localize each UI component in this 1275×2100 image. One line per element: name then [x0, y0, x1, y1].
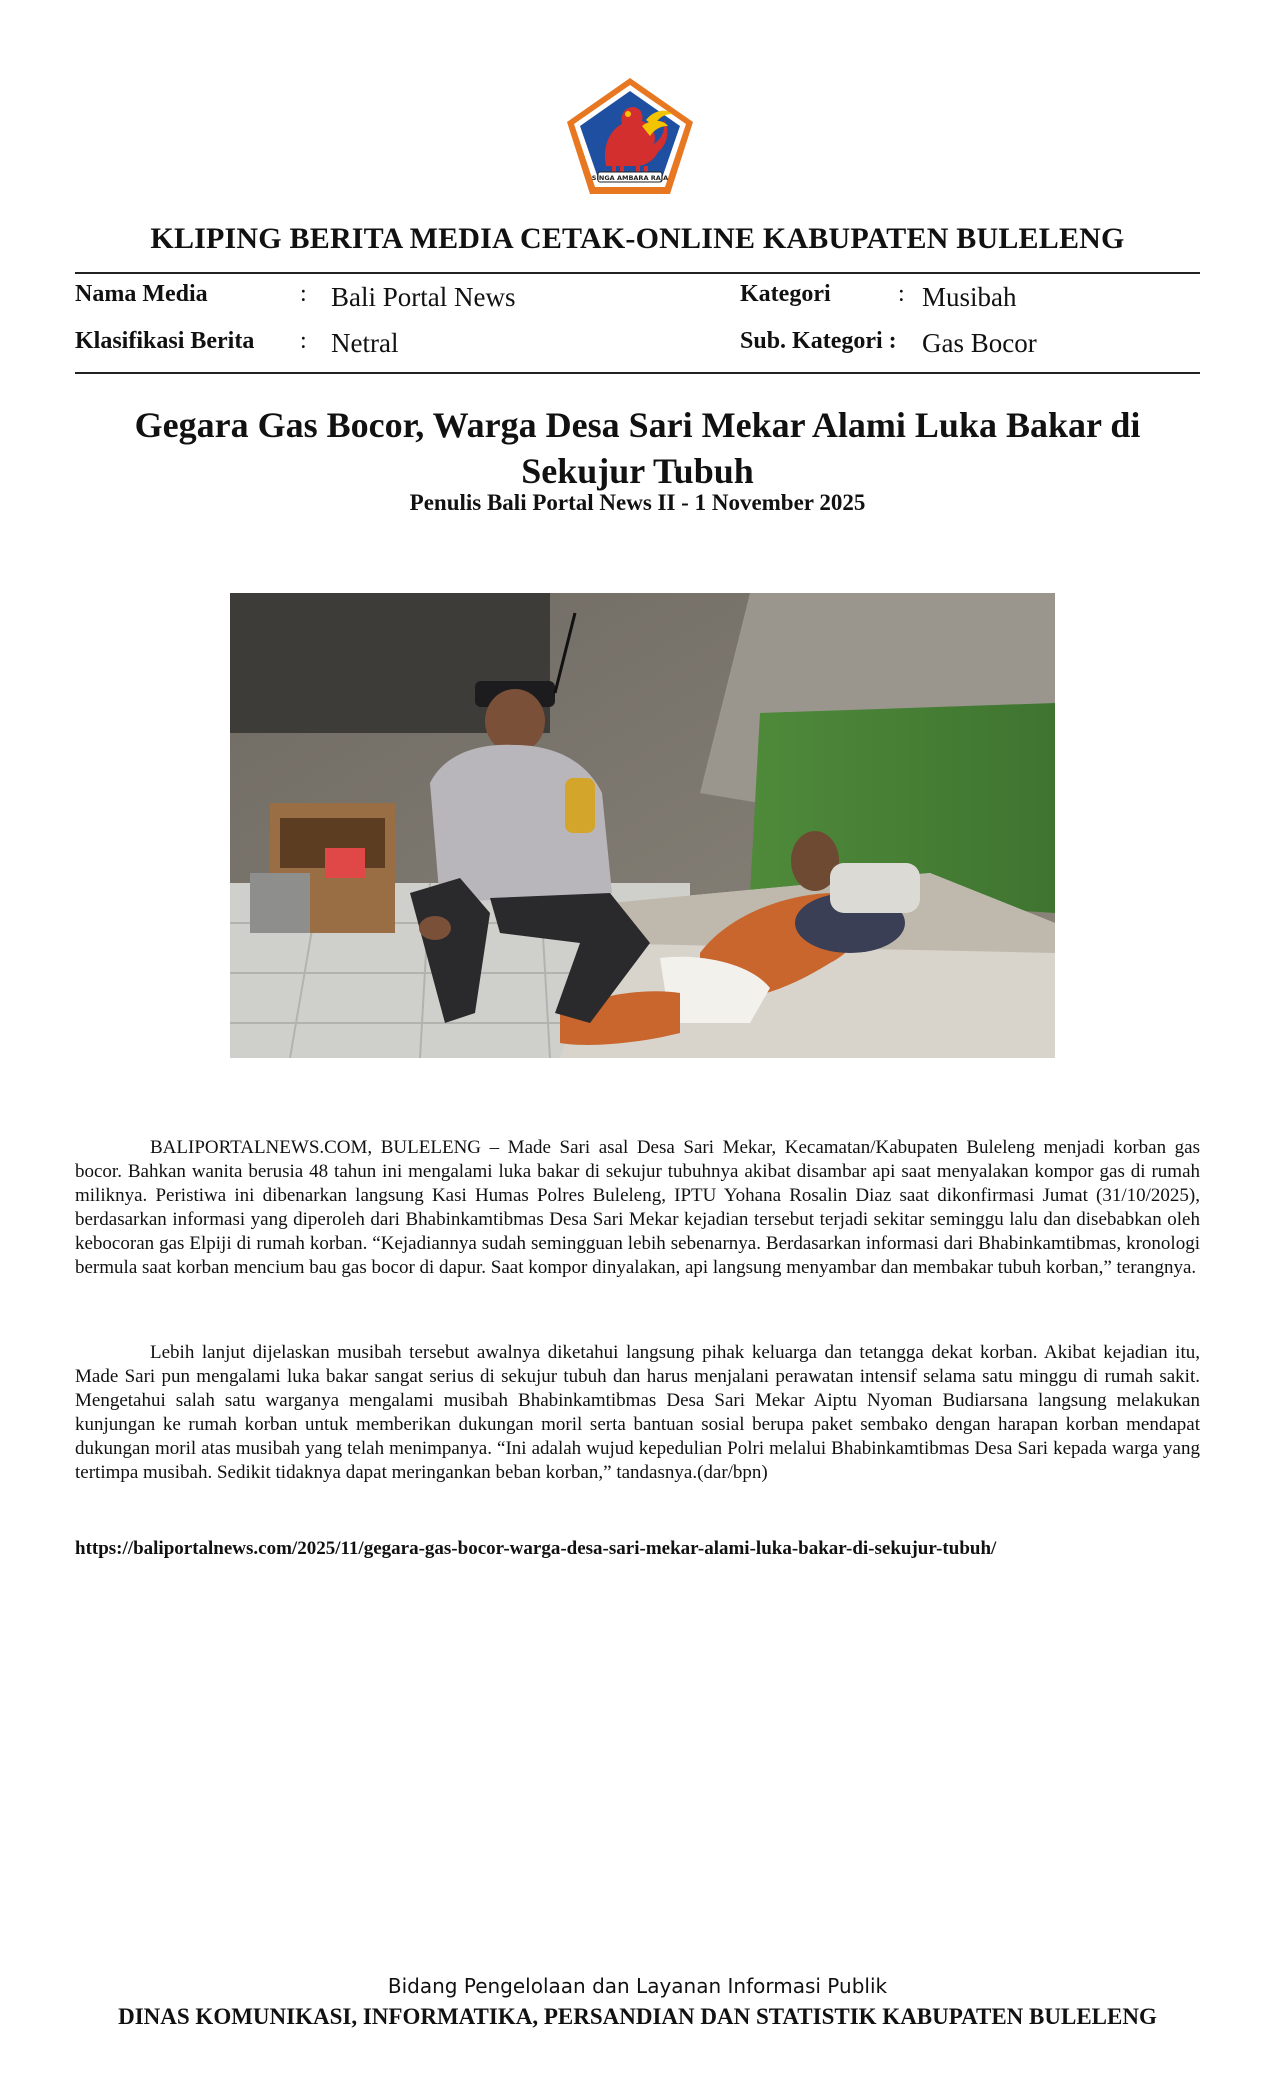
article-paragraph-2: Lebih lanjut dijelaskan musibah tersebut awalnya diketahui langsung pihak keluarga dan tetangga dekat korban. Akibat kejadian itu, Made Sari pun mengalami luka bakar sangat serius di sekujur tubuh dan harus menjalani perawatan intensif selama satu minggu di rumah sakit. Mengetahui salah satu warganya mengalami musibah Bhabinkamtibmas Desa Sari Mekar Aiptu Nyoman Budiarsana langsung melakukan kunjungan ke rumah korban untuk memberikan dukungan moril serta bantuan sosial berupa paket sembako dengan harapan korban mendapat dukungan moril atas musibah yang telah menimpanya. “Ini adalah wujud kepedulian Polri melalui Bhabinkamtibmas Desa Sari kepada warga yang tertimpa musibah. Sedikit tidaknya dapat meringankan beban korban,” tandasnya.(dar/bpn): [75, 1342, 1200, 1483]
article-byline: Penulis Bali Portal News II - 1 November 2025: [409, 490, 866, 515]
classification-colon: :: [300, 328, 307, 354]
header-top-rule: [75, 272, 1200, 274]
footer-agency: DINAS KOMUNIKASI, INFORMATIKA, PERSANDIAN DAN STATISTIK KABUPATEN BULELENG: [118, 2004, 1157, 2029]
classification-label: Klasifikasi Berita: [75, 328, 255, 354]
media-name-value: Bali Portal News: [331, 282, 516, 312]
category-colon: :: [898, 281, 905, 307]
classification-value: Netral: [331, 328, 399, 358]
subcategory-label: Sub. Kategori :: [740, 328, 897, 354]
article-source-link[interactable]: https://baliportalnews.com/2025/11/gegara-gas-bocor-warga-desa-sari-mekar-alami-luka-bakar-di-sekujur-tubuh/: [75, 1538, 997, 1559]
article-photo: [230, 593, 1055, 1058]
kabupaten-buleleng-logo: [562, 74, 698, 200]
category-label: Kategori: [740, 281, 831, 307]
footer-department: Bidang Pengelolaan dan Layanan Informasi Publik: [387, 1974, 888, 1998]
header-bottom-rule: [75, 372, 1200, 374]
document-header-title: KLIPING BERITA MEDIA CETAK-ONLINE KABUPATEN BULELENG: [150, 222, 1125, 255]
category-value: Musibah: [922, 282, 1017, 312]
subcategory-value: Gas Bocor: [922, 328, 1037, 358]
logo-motto: SINGA AMBARA RAJA: [591, 174, 669, 182]
article-paragraph-1: BALIPORTALNEWS.COM, BULELENG – Made Sari asal Desa Sari Mekar, Kecamatan/Kabupaten Buleleng menjadi korban gas bocor. Bahkan wanita berusia 48 tahun ini mengalami luka bakar di sekujur tubuhnya akibat disambar api saat menyalakan kompor gas di rumah miliknya. Peristiwa ini dibenarkan langsung Kasi Humas Polres Buleleng, IPTU Yohana Rosalin Diaz saat dikonfirmasi Jumat (31/10/2025), berdasarkan informasi yang diperoleh dari Bhabinkamtibmas Desa Sari Mekar kejadian tersebut terjadi sekitar seminggu lalu dan disebabkan oleh kebocoran gas Elpiji di rumah korban. “Kejadiannya sudah semingguan lebih sebenarnya. Berdasarkan informasi dari Bhabinkamtibmas, kronologi bermula saat korban mencium bau gas bocor di dapur. Saat kompor dinyalakan, api langsung menyambar dan membakar tubuh korban,” terangnya.: [75, 1137, 1200, 1278]
media-name-colon: :: [300, 281, 307, 307]
article-title: Gegara Gas Bocor, Warga Desa Sari Mekar Alami Luka Bakar di Sekujur Tubuh: [134, 405, 1141, 491]
media-name-label: Nama Media: [75, 281, 208, 307]
